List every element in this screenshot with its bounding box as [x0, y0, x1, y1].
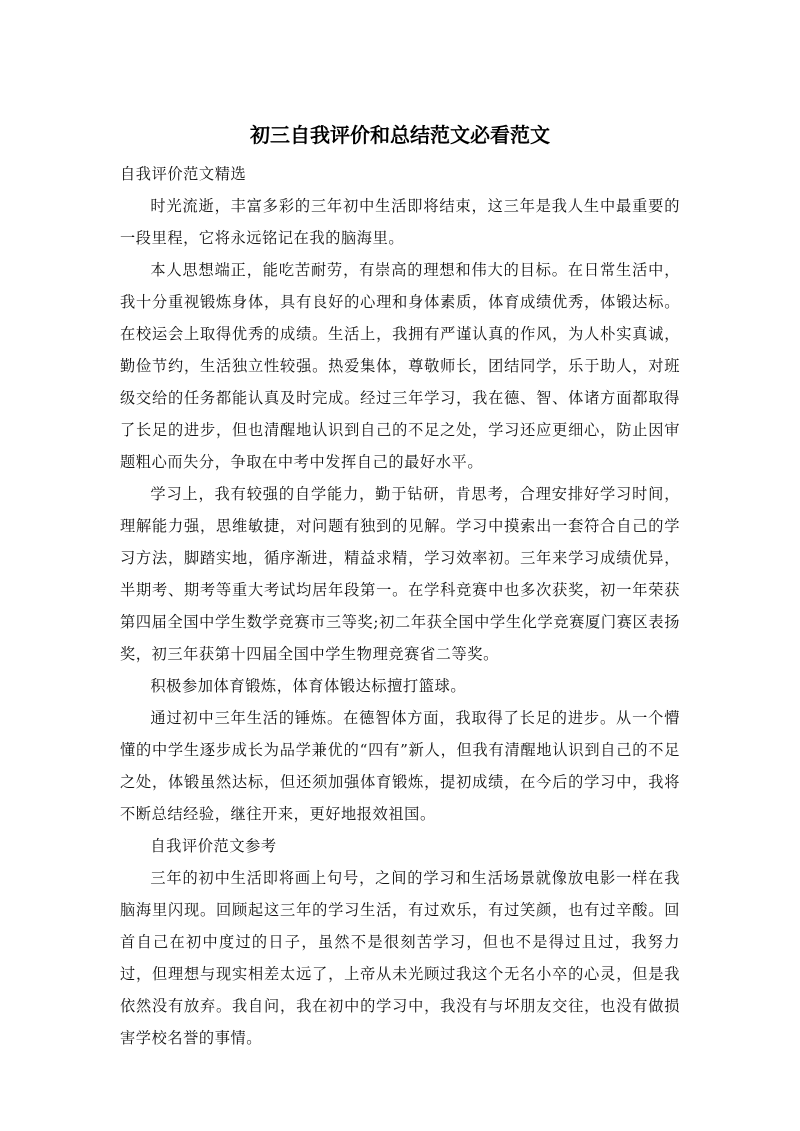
- paragraph: 三年的初中生活即将画上句号，之间的学习和生活场景就像放电影一样在我脑海里闪现。回顾起这三年的学习生活，有过欢乐，有过笑颜，也有过辛酸。回首自己在初中度过的日子，虽然不是很刻苦学习，但也不是得过且过，我努力过，但理想与现实相差太远了，上帝从未光顾过我这个无名小卒的心灵，但是我依然没有放弃。我自问，我在初中的学习中，我没有与坏朋友交往，也没有做损害学校名誉的事情。: [120, 869, 680, 1047]
- section-heading-reference-examples: 自我评价范文参考: [150, 837, 277, 855]
- paragraph: 本人思想端正，能吃苦耐劳，有崇高的理想和伟大的目标。在日常生活中，我十分重视锻炼身体，具有良好的心理和身体素质，体育成绩优秀，体锻达标。在校运会上取得优秀的成绩。生活上，我拥有严谨认真的作风，为人朴实真诚，勤俭节约，生活独立性较强。热爱集体，尊敬师长，团结同学，乐于助人，对班级交给的任务都能认真及时完成。经过三年学习，我在德、智、体诸方面都取得了长足的进步，但也清醒地认识到自己的不足之处，学习还应更细心，防止因审题粗心而失分，争取在中考中发挥自己的最好水平。: [120, 261, 680, 471]
- document-title: 初三自我评价和总结范文必看范文: [250, 123, 550, 147]
- paragraph: 学习上，我有较强的自学能力，勤于钻研，肯思考，合理安排好学习时间，理解能力强，思维敏捷，对问题有独到的见解。学习中摸索出一套符合自己的学习方法，脚踏实地，循序渐进，精益求精，学习效率初。三年来学习成绩优异，半期考、期考等重大考试均居年段第一。在学科竞赛中也多次获奖，初一年荣获第四届全国中学生数学竞赛市三等奖;初二年获全国中学生化学竞赛厦门赛区表扬奖，初三年获第十四届全国中学生物理竞赛省二等奖。: [120, 485, 680, 663]
- paragraph: 时光流逝，丰富多彩的三年初中生活即将结束，这三年是我人生中最重要的一段里程，它将永远铭记在我的脑海里。: [120, 197, 680, 247]
- section-heading-selected-examples: 自我评价范文精选: [120, 165, 247, 183]
- paragraph: 积极参加体育锻炼，体育体锻达标擅打篮球。: [150, 677, 467, 695]
- paragraph: 通过初中三年生活的锤炼。在德智体方面，我取得了长足的进步。从一个懵懂的中学生逐步成长为品学兼优的“四有”新人，但我有清醒地认识到自己的不足之处，体锻虽然达标，但还须加强体育锻炼，提初成绩，在今后的学习中，我将不断总结经验，继往开来，更好地报效祖国。: [120, 709, 680, 823]
- document-body: [120, 158, 680, 1054]
